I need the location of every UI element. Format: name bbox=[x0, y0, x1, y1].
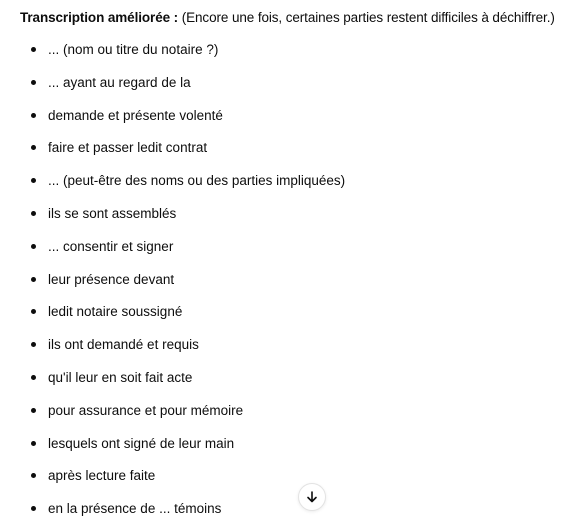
bullet-icon bbox=[31, 244, 36, 249]
bullet-icon bbox=[31, 473, 36, 478]
list-item bbox=[20, 270, 345, 303]
list-item bbox=[20, 237, 345, 270]
scroll-to-bottom-button[interactable] bbox=[298, 483, 326, 511]
list-item bbox=[20, 204, 345, 237]
bullet-icon bbox=[31, 277, 36, 282]
list-item bbox=[20, 335, 345, 368]
list-item-text: lesquels ont signé de leur main bbox=[48, 435, 235, 451]
list-item bbox=[20, 466, 345, 499]
list-item-text: faire et passer ledit contrat bbox=[48, 140, 208, 156]
bullet-icon bbox=[31, 408, 36, 413]
transcription-heading: Transcription améliorée : bbox=[20, 10, 179, 25]
bullet-icon bbox=[31, 506, 36, 511]
bullet-icon bbox=[31, 342, 36, 347]
bullet-icon bbox=[31, 441, 36, 446]
bullet-icon bbox=[31, 145, 36, 150]
list-item-text: ... ayant au regard de la bbox=[48, 74, 191, 90]
bullet-icon bbox=[31, 375, 36, 380]
list-item-text: leur présence devant bbox=[48, 271, 175, 287]
list-item bbox=[20, 368, 345, 401]
list-item bbox=[20, 401, 345, 434]
message-content bbox=[20, 8, 572, 517]
list-item-text: en la présence de ... témoins bbox=[48, 501, 222, 517]
list-item-text: ... (peut-être des noms ou des parties impliquées) bbox=[48, 173, 346, 189]
bullet-icon bbox=[31, 47, 36, 52]
list-item bbox=[20, 40, 345, 73]
list-item-text: après lecture faite bbox=[48, 468, 156, 484]
list-item-text: qu'il leur en soit fait acte bbox=[48, 369, 193, 385]
transcription-intro bbox=[20, 8, 572, 28]
transcription-list bbox=[20, 40, 345, 532]
list-item-text: ... (nom ou titre du notaire ?) bbox=[48, 42, 219, 57]
list-item-text: demande et présente volenté bbox=[48, 107, 223, 123]
bullet-icon bbox=[31, 211, 36, 216]
bullet-icon bbox=[31, 80, 36, 85]
bullet-icon bbox=[31, 309, 36, 314]
arrow-down-icon bbox=[305, 490, 319, 504]
bullet-icon bbox=[31, 178, 36, 183]
list-item bbox=[20, 106, 345, 139]
list-item-text: ledit notaire soussigné bbox=[48, 304, 183, 320]
list-item bbox=[20, 499, 345, 532]
list-item bbox=[20, 138, 345, 171]
list-item bbox=[20, 73, 345, 106]
list-item bbox=[20, 434, 345, 467]
list-item bbox=[20, 171, 345, 204]
transcription-note: (Encore une fois, certaines parties restent difficiles à déchiffrer.) bbox=[181, 10, 555, 25]
list-item-text: ... consentir et signer bbox=[48, 238, 174, 254]
bullet-icon bbox=[31, 113, 36, 118]
list-item-text: ils ont demandé et requis bbox=[48, 337, 199, 353]
list-item-text: pour assurance et pour mémoire bbox=[48, 402, 244, 418]
list-item-text: ils se sont assemblés bbox=[48, 205, 177, 221]
list-item bbox=[20, 302, 345, 335]
